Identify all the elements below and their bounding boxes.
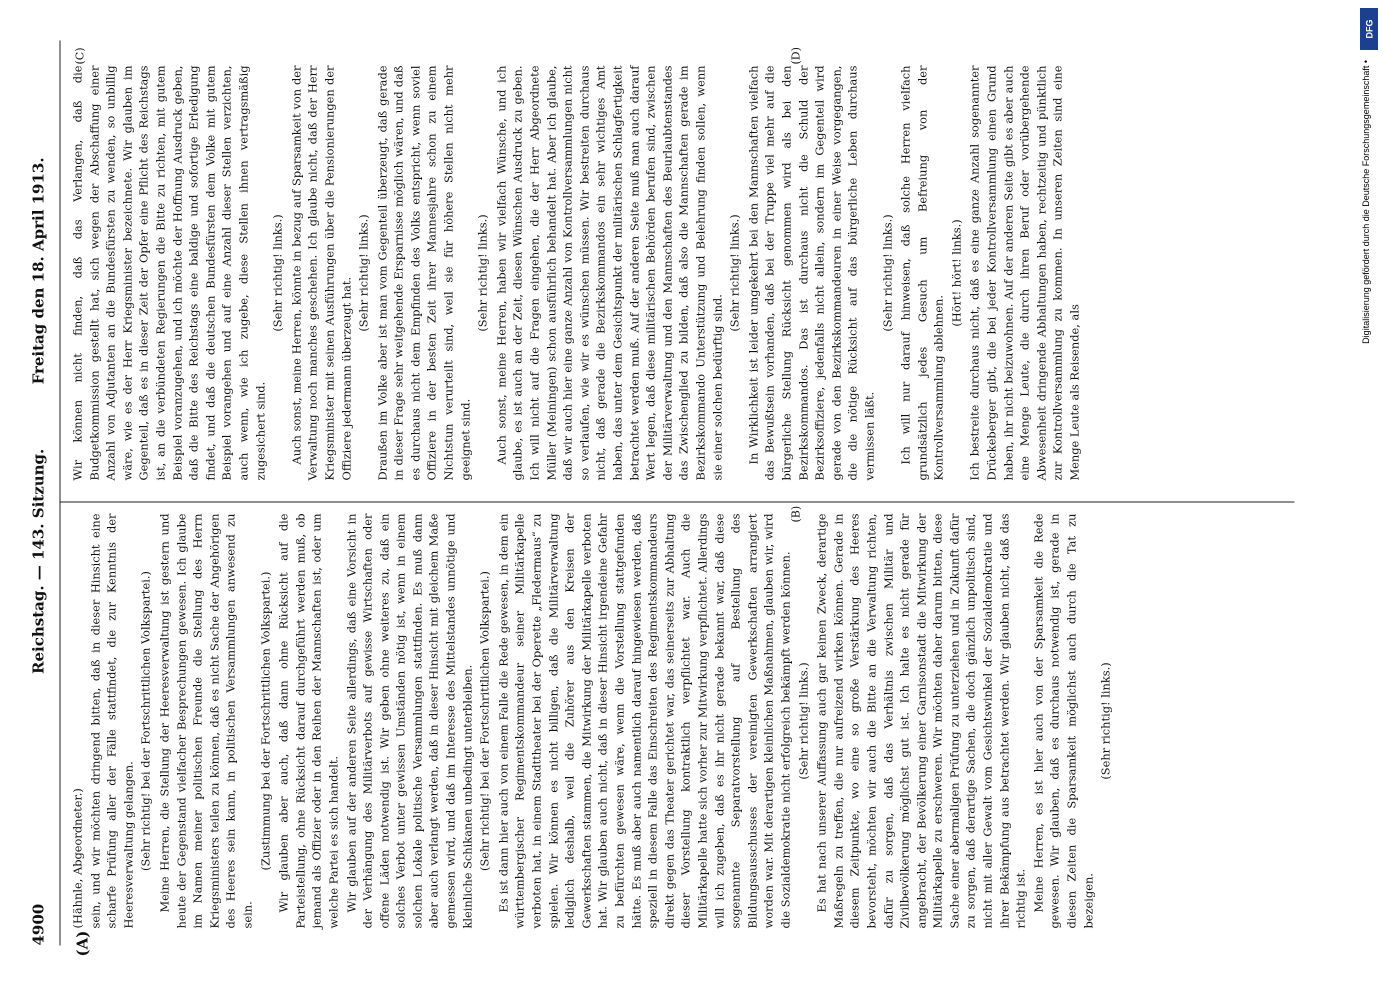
session-date: Freitag den 18. April 1913.: [29, 157, 48, 385]
margin-marker-a: (A): [73, 930, 92, 957]
margin-marker-c: (C): [73, 47, 87, 65]
right-column: [70, 66, 1085, 481]
scanned-page: [0, 1, 1383, 1001]
paragraph: Ich will nur darauf hinweisen, daß solche Herren vielfach grundsätzlich jedes Gesuch um Befreiung von der Kontrollversammlung ablehnen.: [898, 65, 946, 481]
digitization-note: [1361, 60, 1375, 940]
page-number: 4900: [29, 903, 48, 946]
interjection: (Sehr richtig! links.): [356, 214, 371, 332]
interjection: (Sehr richtig! links.): [475, 214, 490, 332]
interjection: (Sehr richtig! links.): [796, 662, 811, 780]
paragraph: Draußen im Volke aber ist man vom Gegenteil überzeugt, daß gerade in dieser Frage sehr weitgehende Ersparnisse möglich wären, und daß es durchaus nicht dem Empfinden des Volks entspricht, wenn soviel Offiziere in der besten Zeit ihrer Mannesjahre schon zu einem Nichtstun verurteilt sind, weil sie für höhere Stellen nicht mehr geeignet sind.: [375, 65, 473, 481]
interjection: (Sehr richtig! links.): [270, 214, 285, 332]
margin-marker-b: (B): [789, 505, 803, 523]
column-divider: [60, 502, 1295, 503]
paragraph: Meine Herren, die Stellung der Heeresverwaltung ist gestern und heute der Gegenstand vielfacher Besprechungen gewesen. Ich glaube im Namen meiner politischen Freunde die Stellung des Herrn Kriegsministers teilen zu können, daß es nicht Sache der Angehörigen des Heeres sein kann, in politischen Versammlungen anwesend zu sein.: [157, 513, 255, 929]
digitization-note-text: Digitalisierung gefördert durch die Deutsche Forschungsgemeinschaft •: [1361, 60, 1371, 344]
session-title: Reichstag. — 143. Sitzung.: [29, 448, 48, 674]
paragraph: Meine Herren, es ist hier auch von der Sparsamkeit die Rede gewesen. Wir glauben, daß es durchaus notwendig ist, gerade in diesen Zeiten die Sparsamkeit möglichst auch durch die Tat zu bezeigen.: [1031, 513, 1096, 929]
paragraph: Auch sonst, meine Herren, haben wir vielfach Wünsche, und ich glaube, es ist auch an der Zeit, diesen Wünschen Ausdruck zu geben. Ich will nicht auf die Fragen eingehen, die der Herr Abgeordnete Müller (Meiningen) schon ausführlich behandelt hat. Aber ich glaube, daß wir auch hier eine ganze Anzahl von Kontrollversammlungen nicht so verlaufen, wie wir es wünschen müssen. Wir bestreiten durchaus nicht, daß gerade die Bezirkskommandos ein sehr wichtiges Amt haben, das unter dem Gesichtspunkt der militärischen Schlagfertigkeit betrachtet werden muß. Auf der anderen Seite muß man auch darauf Wert legen, daß diese militärischen Behörden berufen sind, zwischen der Militärverwaltung und den Mannschaften des Beurlaubtenstandes das Zwischenglied zu bilden, daß also die Mannschaften gerade im Bezirkskommando Unterstützung und Belehrung finden sollen, wenn sie einer solchen bedürftig sind.: [494, 65, 725, 481]
margin-marker-d: (D): [789, 47, 803, 65]
paragraph: Auch sonst, meine Herren, könnte in bezug auf Sparsamkeit von der Verwaltung noch manches geschehen. Ich glaube nicht, daß der Herr Kriegsminister mit seinen Ausführungen über die Pensionierungen der Offiziere jedermann überzeugt hat.: [289, 65, 353, 481]
paragraph: Wir können nicht finden, daß das Verlangen, daß die Budgetkommission gestellt hat, sich wegen der Abschaffung einer Anzahl von Adjutanten an die Bundesfürsten zu wenden, so unbillig wäre, wie es der Herr Kriegsminister bezeichnete. Wir glauben im Gegenteil, daß es in dieser Zeit der Opfer eine Pflicht des Reichstags ist, an die verbündeten Regierungen die Bitte zu richten, mit gutem Beispiel voranzugehen, und ich möchte der Hoffnung Ausdruck geben, daß die Bitte des Reichstags eine baldige und sofortige Erledigung findet, und daß die deutschen Bundesfürsten dem Volke mit gutem Beispiel vorangehen und auf eine Anzahl dieser Stellen verzichten, auch wenn, wie ich zugebe, diese Stellen ihnen vertragsmäßig zugesichert sind.: [70, 65, 268, 481]
interjection: (Sehr richtig! links.): [1098, 662, 1113, 780]
paragraph: (Hähnle, Abgeordneter.): [70, 788, 85, 929]
dfg-logo-text: DFG: [1364, 19, 1374, 39]
paragraph: Ich bestreite durchaus nicht, daß es eine ganze Anzahl sogenannter Drückeberger gibt, die bei jeder Kontrollversammlung einen Grund haben, ihr nicht beizuwohnen. Auf der anderen Seite gibt es aber auch eine Menge Leute, die durch ihren Beruf oder vorübergehende Abwesenheit dringende Abhaltungen haben, rechtzeitig und pünktlich zur Kontrollversammlung zu kommen. In unseren Zeiten sind eine Menge Leute als Reisende, als: [967, 65, 1082, 481]
paragraph: In Wirklichkeit ist leider umgekehrt bei den Mannschaften vielfach das Bewußtsein vorhanden, daß bei der Truppe viel mehr auf die bürgerliche Stellung Rücksicht genommen wird als bei den Bezirkskommandos. Das ist durchaus nicht die Schuld der Bezirksoffiziere, jedenfalls nicht allein, sondern im Gegenteil wird gerade von den Bezirkskommandeuren in einer Weise vorgegangen, die die nötige Rücksicht auf das bürgerliche Leben durchaus vermissen läßt.: [746, 65, 877, 481]
dfg-logo: [1360, 8, 1378, 50]
interjection: (Hört! hört! links.): [949, 219, 964, 327]
interjection: (Sehr richtig! links.): [727, 214, 742, 332]
header-rule: [60, 41, 61, 946]
interjection: (Zustimmung bei der Fortschrittlichen Volkspartei.): [258, 571, 273, 871]
interjection: (Sehr richtig! links.): [880, 214, 894, 332]
left-column: [70, 514, 1117, 929]
paragraph: Wir glauben aber auch, daß dann ohne Rücksicht auf die Parteistellung, ohne Rücksicht darauf durchgeführt werden muß, ob jemand als Offizier oder in den Reihen der Mannschaften ist, oder um welche Partei es sich handelt.: [276, 513, 341, 929]
page-header: [30, 41, 56, 946]
interjection: (Sehr richtig! bei der Fortschrittlichen Volkspartei.): [477, 571, 492, 871]
paragraph: Es hat nach unserer Auffassung auch gar keinen Zweck, derartige Maßregeln zu treffen, die nur aufreizend wirken können. Gerade in diesem Zeitpunkte, wo eine so große Verstärkung des Heeres bevorsteht, möchten wir auch die Bitte an die Verwaltung richten, dafür zu sorgen, daß das Verhältnis zwischen Militär und Zivilbevölkerung möglichst gut ist. Ich halte es nicht gerade für angebracht, der Bevölkerung einer Garnisonstadt die Mitwirkung der Militärkapelle zu erschweren. Wir möchten daher darum bitten, diese Sache einer abermaligen Prüfung zu unterziehen und in Zukunft dafür zu sorgen, daß derartige Sachen, die doch gänzlich unpolitisch sind, nicht mit aller Gewalt vom Gesichtswinkel der Sozialdemokratie und ihrer Bekämpfung aus betrachtet werden. Wir glauben nicht, daß das richtig ist.: [814, 513, 1028, 929]
interjection: (Sehr richtig! bei der Fortschrittlichen Volkspartei.): [138, 571, 153, 871]
paragraph: Es ist dann hier auch von einem Falle die Rede gewesen, in dem ein württembergischer Regimentskommandeur seiner Militärkapelle verboten hat, in einem Stadttheater bei der Operette „Fledermaus“ zu spielen. Wir können es nicht billigen, daß die Militärverwaltung lediglich deshalb, weil die Zuhörer aus den Kreisen der Gewerkschaften stammen, die Mitwirkung der Militärkapelle verboten hat. Wir glauben auch nicht, daß in dieser Hinsicht irgendeine Gefahr zu befürchten gewesen wäre, wenn die Vorstellung stattgefunden hätte. Es muß aber auch namentlich darauf hingewiesen werden, daß speziell in diesem Falle das Einschreiten des Regimentskommandeurs direkt gegen das Theater gerichtet war, das seinerseits zur Abhaltung dieser Vorstellung kontraktlich verpflichtet war. Auch die Militärkapelle hatte sich vorher zur Mitwirkung verpflichtet. Allerdings will ich zugeben, daß es ihr nicht gerade bekannt war, daß diese sogenannte Separatvorstellung auf Bestellung des Bildungsausschusses der vereinigten Gewerkschaften arrangiert worden war. Mit derartigen kleinlichen Maßnahmen, glauben wir, wird die Sozialdemokratie nicht erfolgreich bekämpft werden können.: [496, 513, 793, 929]
paragraph: sein, und wir möchten dringend bitten, daß in dieser Hinsicht eine scharfe Prüfung aller der Fälle stattfindet, die zur Kenntnis der Heeresverwaltung gelangen.: [88, 513, 136, 929]
paragraph: Wir glauben auf der anderen Seite allerdings, daß eine Vorsicht in der Verhängung des Militärverbots auf gewisse Wirtschaften oder offene Läden notwendig ist. Wir geben ohne weiteres zu, daß ein solches Verbot unter gewissen Umständen nötig ist, wenn in einem solchen Lokale politische Versammlungen stattfinden. Es muß dann aber auch verlangt werden, daß in dieser Hinsicht mit gleichem Maße gemessen wird, und daß im Interesse des Mittelstandes unnötige und kleinliche Schikanen unbedingt unterbleiben.: [344, 513, 475, 929]
